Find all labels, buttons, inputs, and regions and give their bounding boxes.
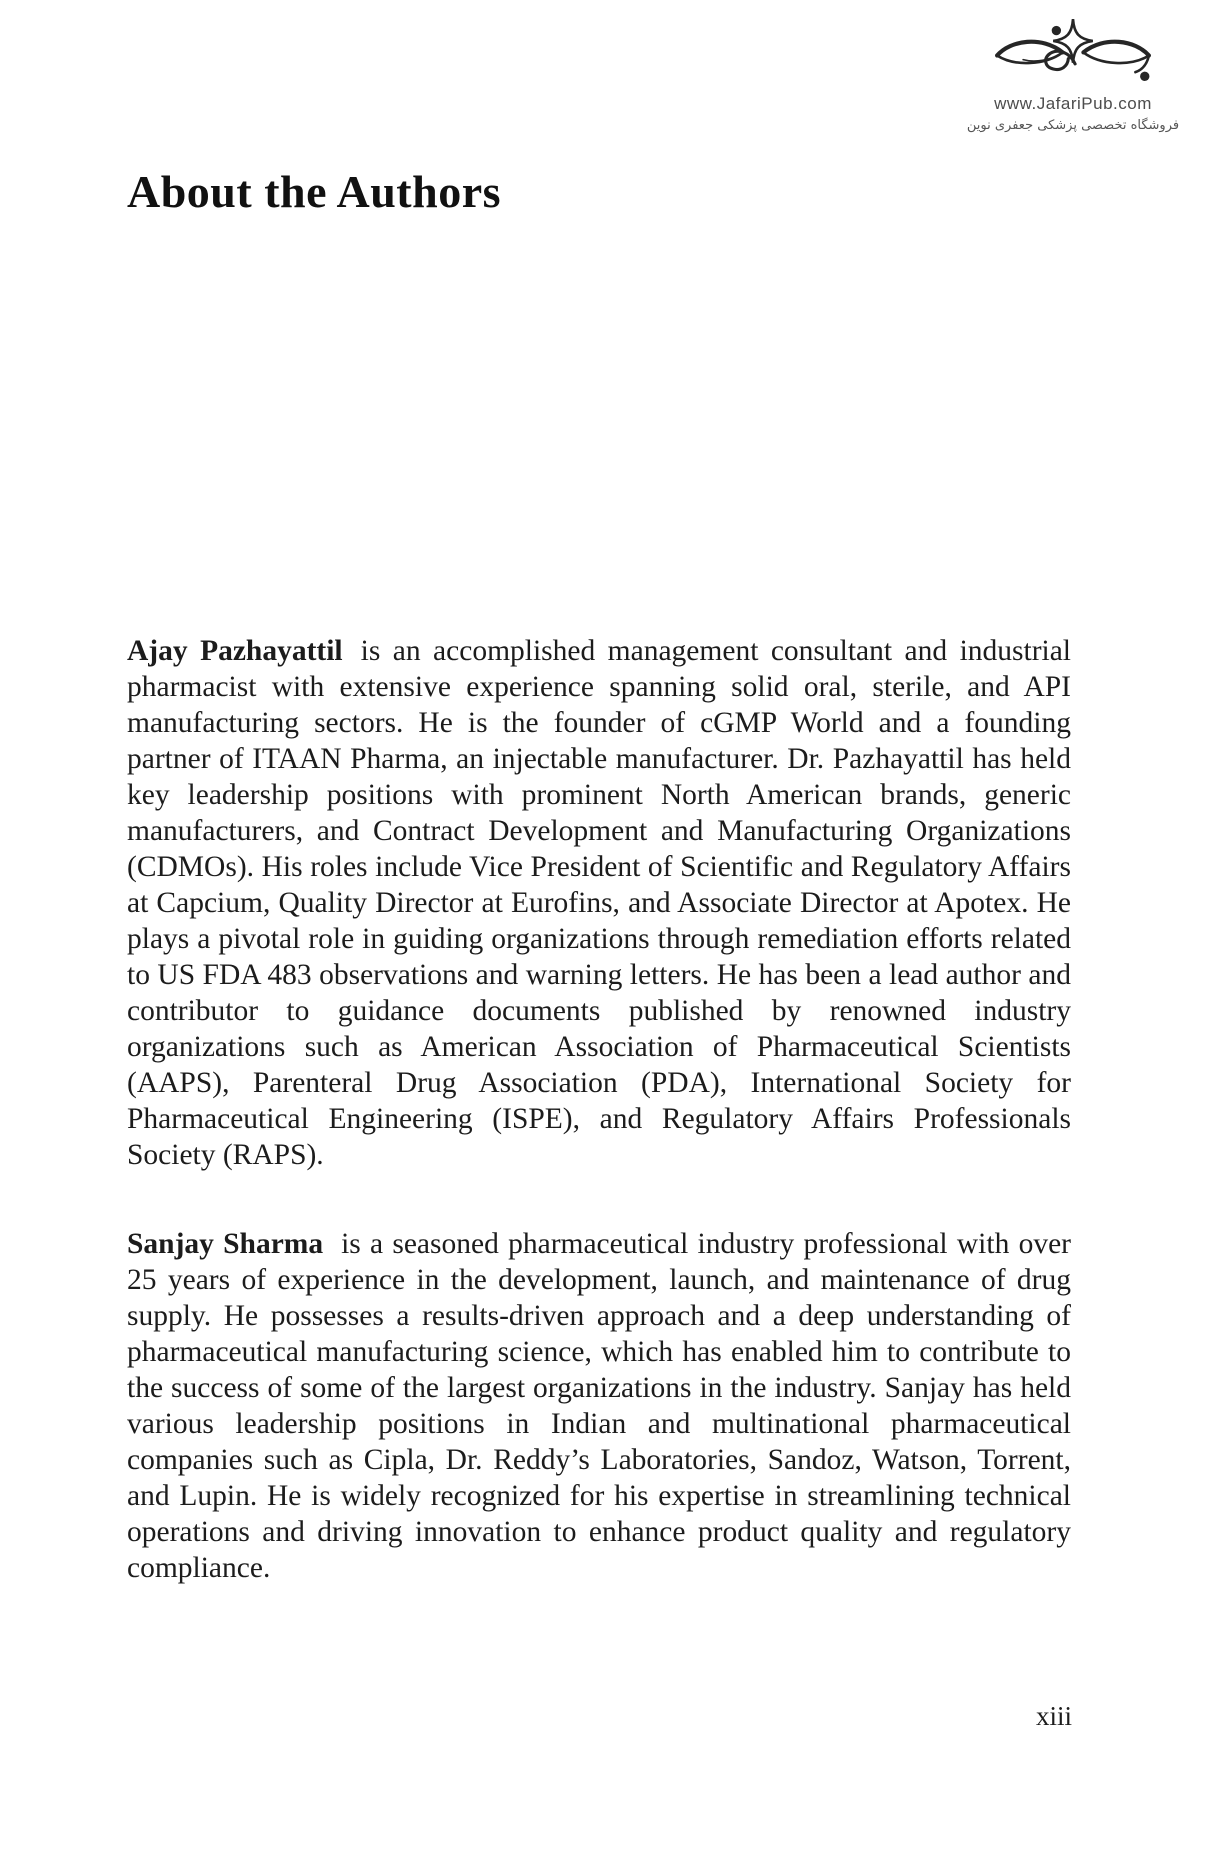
publisher-brand-block: [953, 16, 1193, 135]
authors-content: [127, 633, 1071, 1586]
author-name-ajay: Ajay Pazhayattil: [127, 635, 343, 667]
author-bio-text-sanjay: is a seasoned pharmaceutical industry professional with over 25 years of experience in the development, launch, and maintenance of drug supply. He possesses a results-driven approach and a deep understanding of pharmaceutical manufacturing science, which has enabled him to contribute to the success of some of the largest organizations in the industry. Sanjay has held various leadership positions in Indian and multinational pharmaceutical companies such as Cipla, Dr. Reddy’s Laboratories, Sandoz, Watson, Torrent, and Lupin. He is widely recognized for his expertise in streamlining technical operations and driving innovation to enhance product quality and regulatory compliance.: [127, 1228, 1071, 1584]
page-title: About the Authors: [127, 165, 502, 217]
publisher-website: www.JafariPub.com: [994, 94, 1152, 113]
author-name-sanjay: Sanjay Sharma: [127, 1228, 324, 1260]
author-bio-ajay: [127, 633, 1071, 1173]
publisher-tagline-farsi: فروشگاه تخصصی پزشکی جعفری نوین: [966, 118, 1180, 133]
author-bio-text-ajay: is an accomplished management consultant and industrial pharmacist with extensive experience spanning solid oral, sterile, and API manufacturing sectors. He is the founder of cGMP World and a founding partner of ITAAN Pharma, an injectable manufacturer. Dr. Pazhayattil has held key leadership positions with prominent North American brands, generic manufacturers, and Contract Development and Manufacturing Organizations (CDMOs). His roles include Vice President of Scientific and Regulatory Affairs at Capcium, Quality Director at Eurofins, and Associate Director at Apotex. He plays a pivotal role in guiding organizations through remediation efforts related to US FDA 483 observations and warning letters. He has been a lead author and contributor to guidance documents published by renowned industry organizations such as American Association of Pharmaceutical Scientists (AAPS), Parenteral Drug Association (PDA), International Society for Pharmaceutical Engineering (ISPE), and Regulatory Affairs Professionals Society (RAPS).: [127, 635, 1071, 1171]
author-bio-sanjay: [127, 1226, 1071, 1586]
ornament-dot-left: [1052, 26, 1061, 35]
ornament-dot-right: [1140, 72, 1149, 81]
jafaripub-ornament-icon: [983, 16, 1163, 94]
page-number: xiii: [1035, 1701, 1072, 1731]
